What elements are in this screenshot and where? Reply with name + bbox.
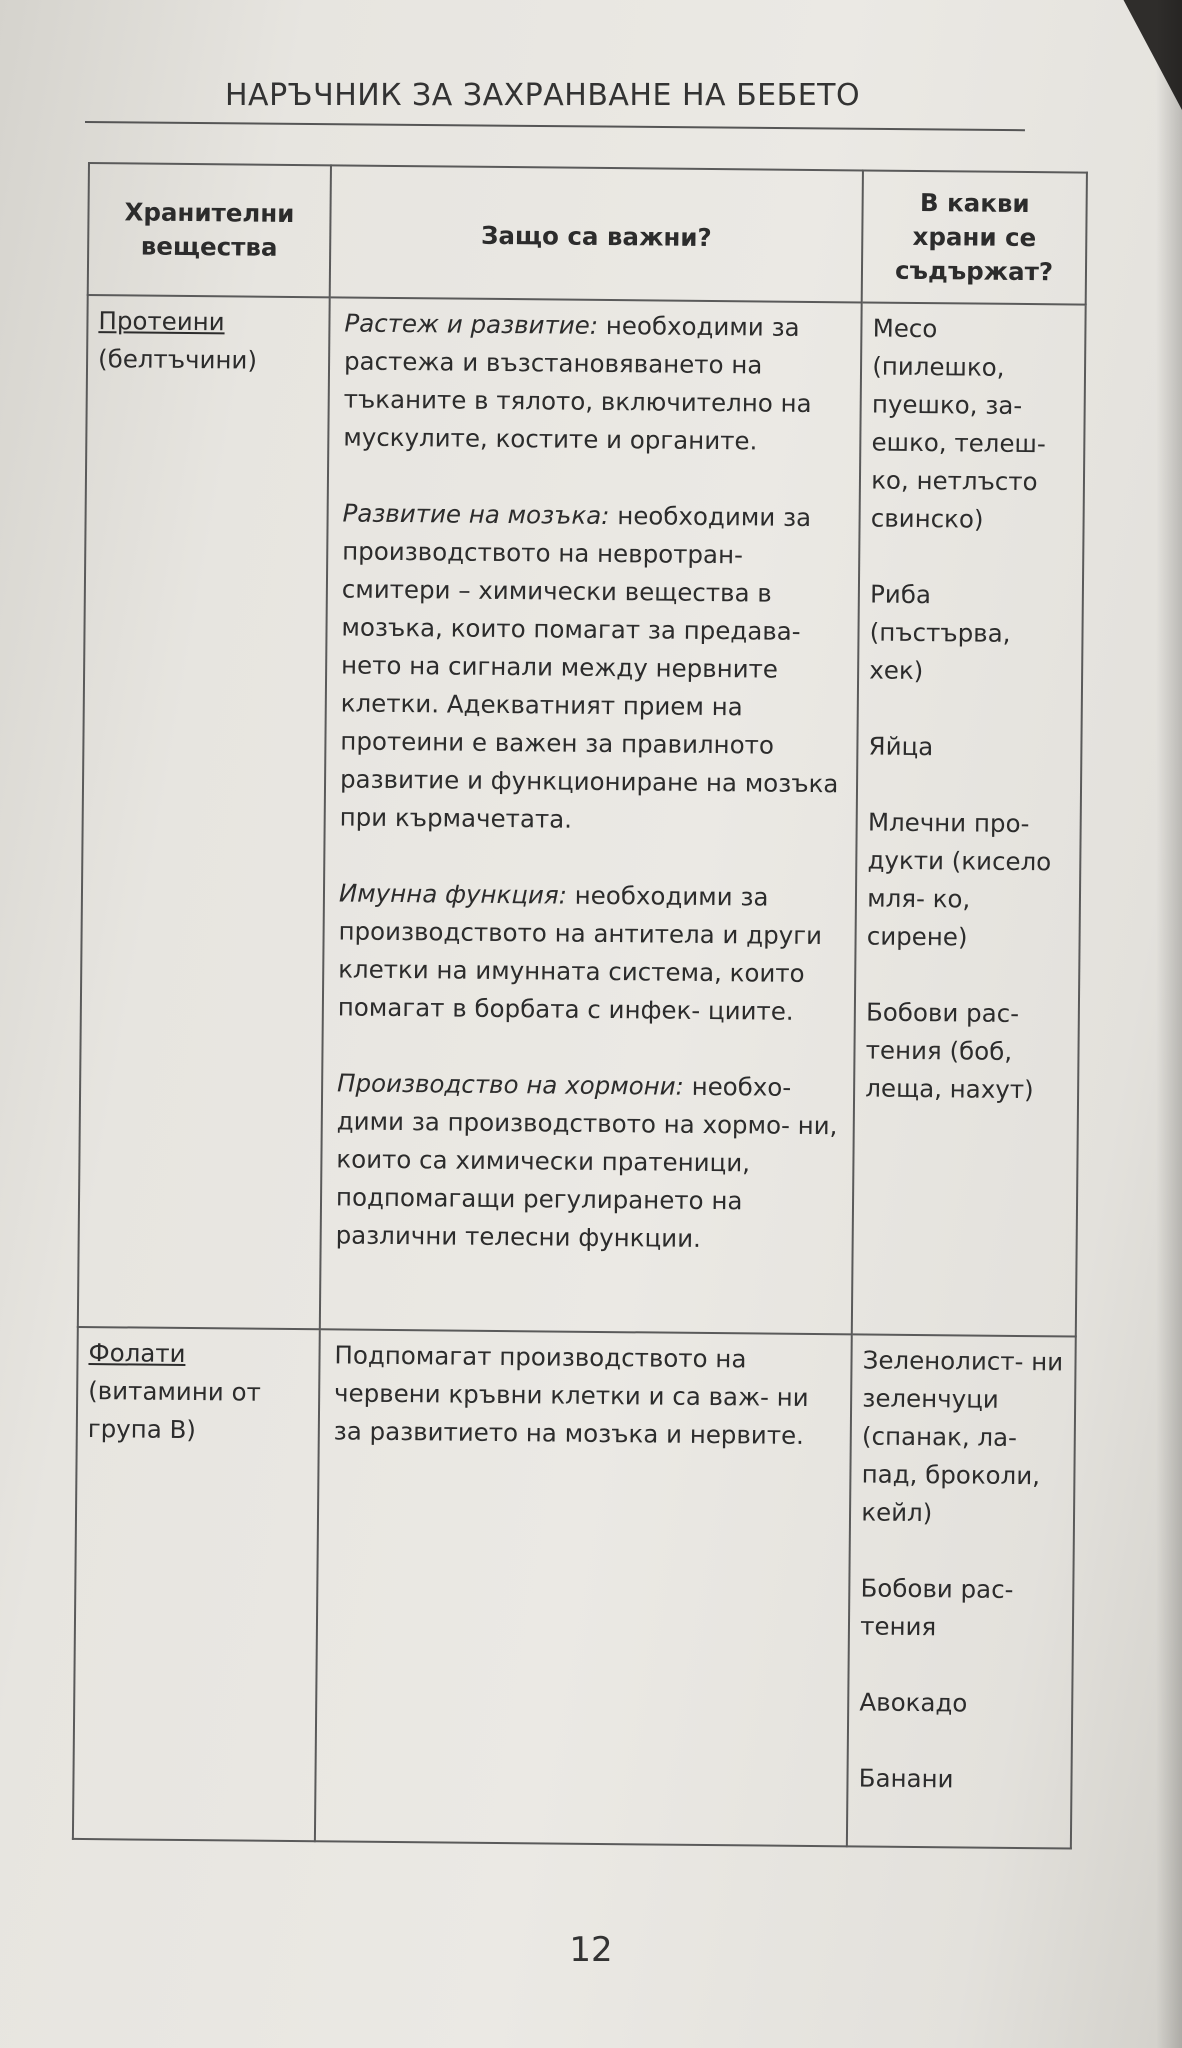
nutrition-table (72, 162, 1088, 1850)
table-header-row (88, 163, 1087, 305)
paragraph-lead: Растеж и развитие: (344, 308, 599, 340)
header-title: НАРЪЧНИК ЗА ЗАХРАНВАНЕ НА БЕБЕТО (225, 78, 861, 113)
importance-paragraph (339, 494, 845, 841)
importance-cell (315, 1329, 852, 1846)
importance-paragraph (335, 1064, 839, 1259)
food-item: Млечни про- дукти (кисело мля- ко, сирене) (866, 807, 1052, 952)
paragraph-text: необхо- дими за производството на хормо- ни, които са химически пратеници, подпомагащи регулирането на различни телесни функции. (335, 1071, 838, 1253)
running-header (85, 78, 1025, 123)
header-foods: В какви храни се съдържат? (862, 170, 1087, 304)
nutrient-subtitle: (белтъчини) (97, 344, 258, 375)
food-item: Зеленолист- ни зеленчуци (спанак, ла- пад, броколи, кейл) (861, 1345, 1064, 1528)
nutrient-cell (73, 1327, 320, 1841)
food-item: Бобови рас- тения (860, 1573, 1014, 1642)
paragraph-text: необходими за производството на невротран- смитери – химически вещества в мозъка, които помагат за предава- нето на сигнали между нервните клетки. Адекватният прием на протеини е важен за правилното развитие и функциониране на мозъка при кърмачетата. (339, 501, 839, 834)
table-row-folates (73, 1327, 1076, 1849)
header-nutrients: Хранителни вещества (88, 163, 331, 297)
page-edge-shadow (1156, 0, 1182, 2048)
foods-cell (852, 302, 1086, 1336)
header-why: Защо са важни? (330, 165, 864, 302)
food-item: Яйца (868, 731, 934, 762)
food-item: Авокадо (859, 1687, 968, 1718)
paragraph-lead: Имунна функция: (338, 878, 568, 910)
food-item: Банани (858, 1763, 954, 1794)
paragraph-text: необходими за растежа и възстановяването на тъканите в тялото, включително на мускулите, костите и органите. (343, 310, 812, 456)
importance-paragraph (343, 304, 847, 461)
paragraph-text: необходими за производството на антитела и други клетки на имунната система, които помагат в борбата с инфек- циите. (337, 880, 823, 1026)
header-rule (85, 121, 1025, 131)
page-number: 12 (569, 1930, 613, 1970)
paragraph-lead: Развитие на мозъка: (342, 498, 610, 531)
importance-paragraph: Подпомагат производството на червени кръвни клетки и са важ- ни за развитието на мозъка и нервите. (333, 1340, 809, 1450)
nutrient-name: Протеини (98, 306, 225, 337)
importance-cell (320, 297, 862, 1334)
nutrient-cell (78, 295, 330, 1329)
table-row-proteins (78, 295, 1086, 1337)
food-item: Риба (пъстърва, хек) (869, 579, 1011, 686)
food-item: Бобови рас- тения (боб, леща, нахут) (865, 997, 1034, 1105)
foods-cell (847, 1334, 1076, 1848)
importance-paragraph (338, 874, 842, 1031)
paragraph-lead: Производство на хормони: (336, 1068, 685, 1101)
food-item: Месо (пилешко, пуешко, за- ешко, телеш- ко, нетлъсто свинско) (870, 313, 1046, 534)
nutrient-name: Фолати (88, 1338, 186, 1368)
nutrient-subtitle: (витамини от група В) (87, 1376, 261, 1445)
nutrition-table-wrap (72, 162, 1088, 1850)
